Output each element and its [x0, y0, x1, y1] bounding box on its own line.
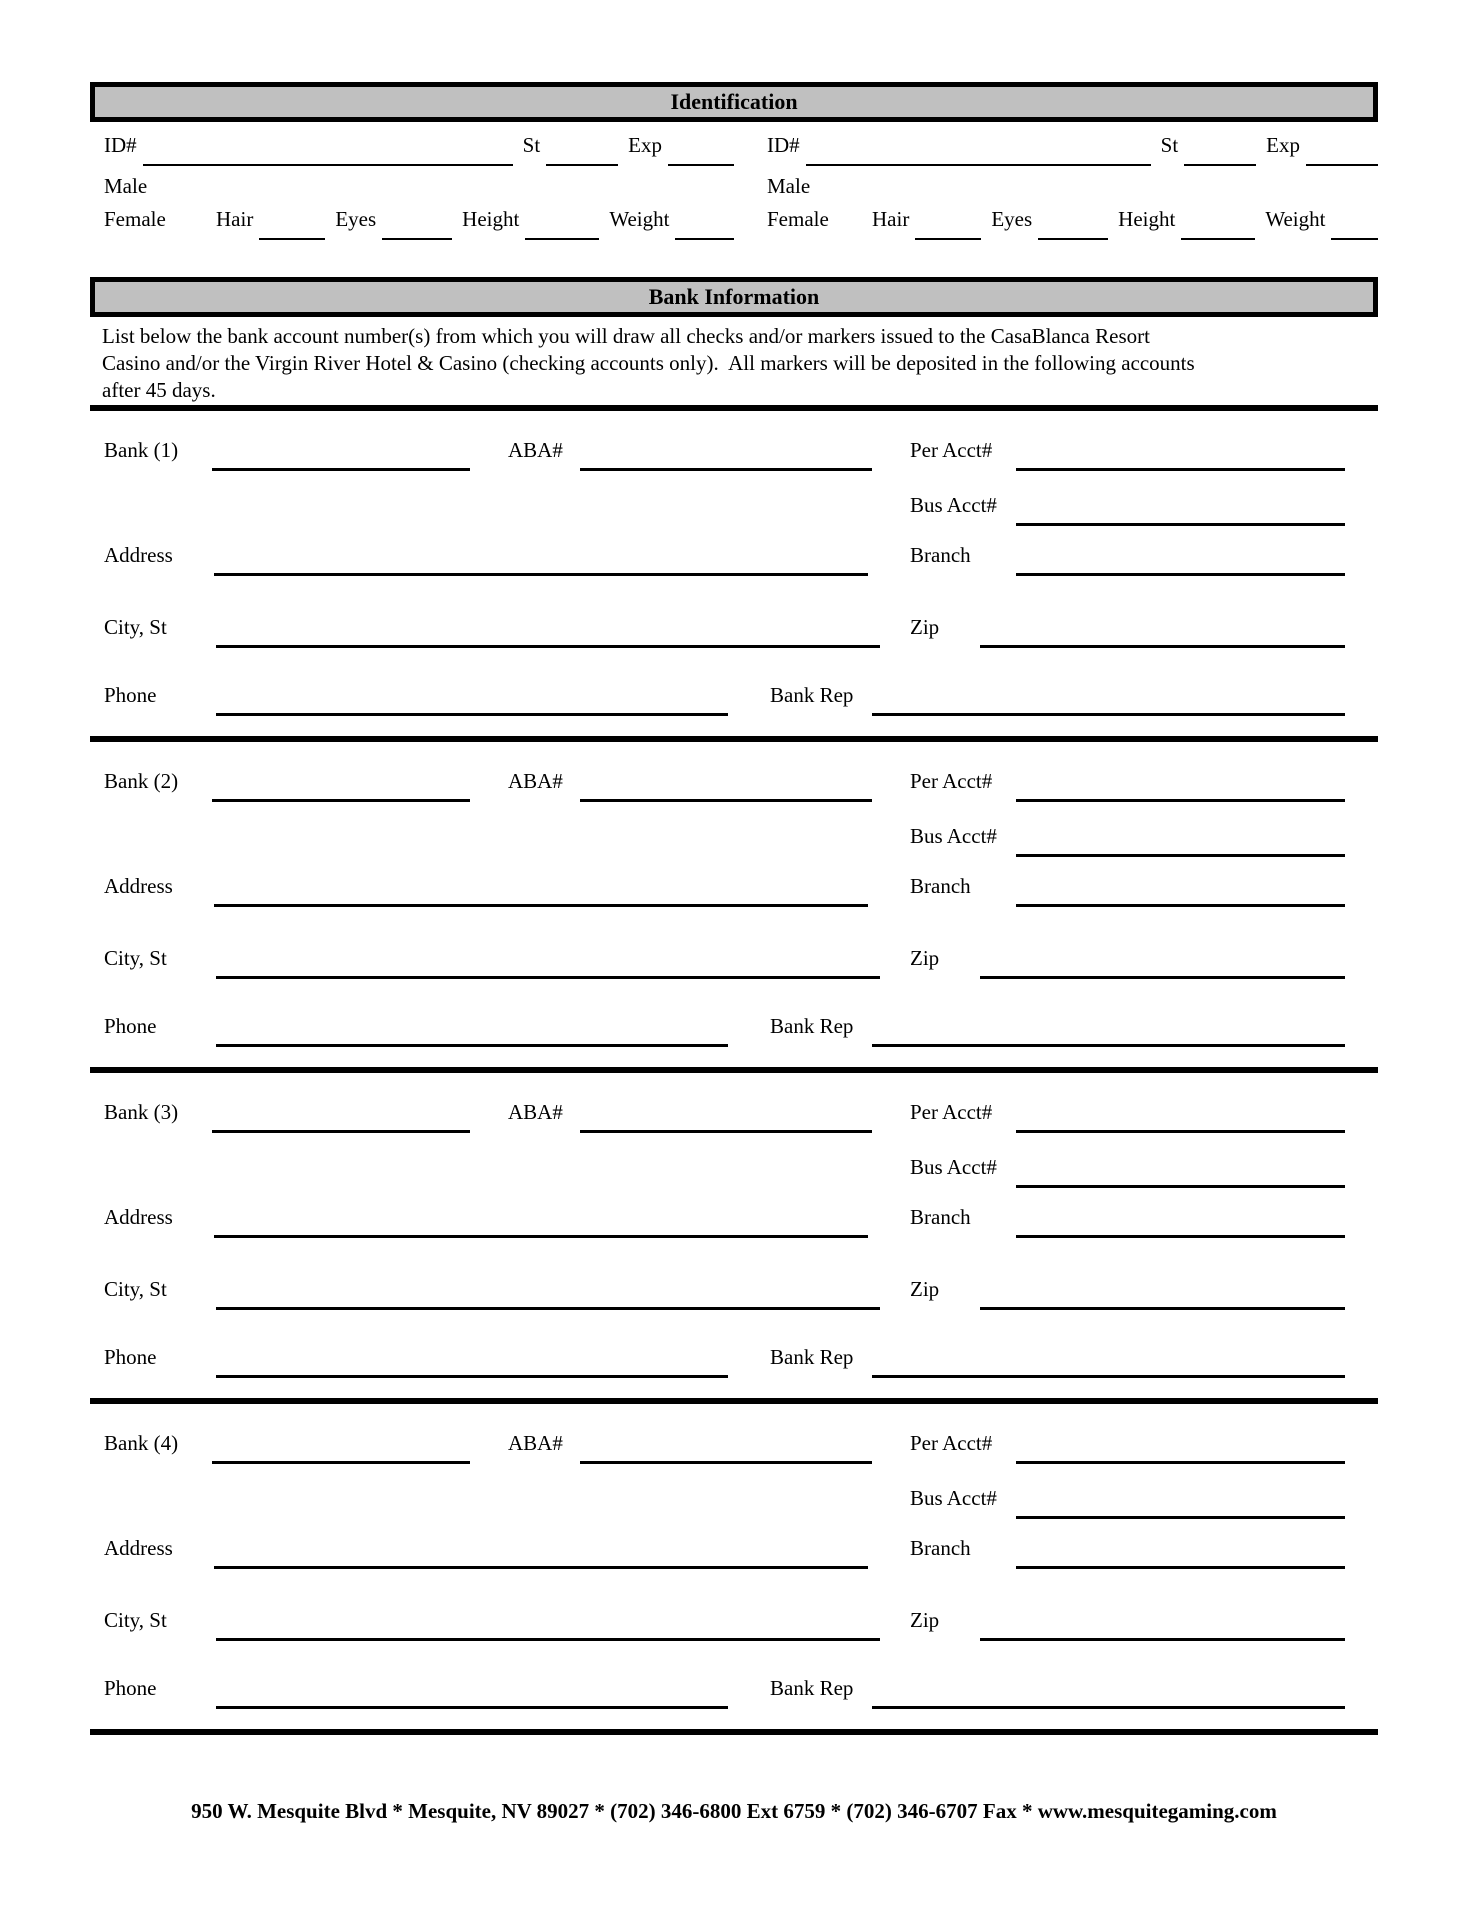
bus-acct-label: Bus Acct# [910, 493, 997, 517]
bus-acct-line[interactable] [1016, 523, 1345, 526]
eyes-label: Eyes [335, 207, 377, 231]
phone-line[interactable] [216, 1375, 728, 1378]
phone-label: Phone [104, 683, 157, 707]
eyes-line[interactable] [1038, 238, 1108, 240]
address-line[interactable] [214, 1566, 868, 1569]
bus-acct-line[interactable] [1016, 1185, 1345, 1188]
zip-line[interactable] [980, 645, 1345, 648]
phone-label: Phone [104, 1676, 157, 1700]
bank-name-line[interactable] [212, 468, 470, 471]
exp-line[interactable] [1306, 164, 1378, 166]
eyes-line[interactable] [382, 238, 452, 240]
identification-header: Identification [90, 82, 1378, 122]
per-acct-label: Per Acct# [910, 438, 993, 462]
per-acct-label: Per Acct# [910, 769, 993, 793]
identification-right-column [734, 133, 1378, 166]
state-line[interactable] [546, 164, 618, 166]
bank-name-row [90, 1430, 1345, 1464]
bank-name-label: Bank (3) [104, 1100, 179, 1124]
per-acct-line[interactable] [1016, 468, 1345, 471]
zip-label: Zip [910, 1608, 940, 1632]
male-label: Male [767, 174, 811, 198]
exp-label: Exp [1266, 133, 1300, 157]
address-line[interactable] [214, 573, 868, 576]
phone-row [90, 1675, 1345, 1709]
aba-label: ABA# [508, 1100, 563, 1124]
bank-sections [90, 437, 1378, 1735]
branch-line[interactable] [1016, 573, 1345, 576]
id-number-line[interactable] [806, 164, 1151, 166]
zip-line[interactable] [980, 976, 1345, 979]
phone-line[interactable] [216, 1706, 728, 1709]
bank-rep-label: Bank Rep [770, 1676, 854, 1700]
per-acct-line[interactable] [1016, 1130, 1345, 1133]
bank-name-row [90, 437, 1345, 471]
branch-line[interactable] [1016, 1566, 1345, 1569]
weight-line[interactable] [675, 238, 734, 240]
aba-line[interactable] [580, 468, 872, 471]
bank-information-instructions [90, 323, 1378, 404]
eyes-label: Eyes [991, 207, 1033, 231]
female-row [90, 206, 1378, 240]
branch-label: Branch [910, 543, 971, 567]
hair-label: Hair [872, 207, 910, 231]
city-st-label: City, St [104, 1277, 167, 1301]
hair-line[interactable] [259, 238, 325, 240]
female-label: Female [104, 207, 166, 231]
bank-rep-line[interactable] [872, 713, 1345, 716]
per-acct-line[interactable] [1016, 1461, 1345, 1464]
bus-acct-label: Bus Acct# [910, 1486, 997, 1510]
section-separator [90, 1067, 1378, 1073]
address-row [90, 1204, 1345, 1238]
bank-information-section [90, 277, 1378, 1735]
exp-line[interactable] [668, 164, 734, 166]
bus-acct-row [90, 492, 1345, 526]
aba-label: ABA# [508, 438, 563, 462]
section-separator [90, 736, 1378, 742]
bank-rep-line[interactable] [872, 1375, 1345, 1378]
bus-acct-line[interactable] [1016, 854, 1345, 857]
branch-label: Branch [910, 1536, 971, 1560]
city-st-line[interactable] [216, 976, 880, 979]
footer-text: 950 W. Mesquite Blvd * Mesquite, NV 89027 * (702) 346-6800 Ext 6759 * (702) 346-6707 Fax * www.mesquitegaming.com [191, 1799, 1277, 1823]
aba-label: ABA# [508, 1431, 563, 1455]
aba-line[interactable] [580, 1461, 872, 1464]
aba-label: ABA# [508, 769, 563, 793]
address-label: Address [104, 874, 173, 898]
zip-label: Zip [910, 615, 940, 639]
bank-rep-line[interactable] [872, 1706, 1345, 1709]
address-row [90, 1535, 1345, 1569]
per-acct-label: Per Acct# [910, 1100, 993, 1124]
instructions-rule [90, 405, 1378, 411]
city-st-line[interactable] [216, 645, 880, 648]
bus-acct-label: Bus Acct# [910, 1155, 997, 1179]
identification-right-column [734, 207, 1378, 240]
state-line[interactable] [1184, 164, 1256, 166]
per-acct-line[interactable] [1016, 799, 1345, 802]
zip-label: Zip [910, 1277, 940, 1301]
bank-name-label: Bank (2) [104, 769, 179, 793]
address-row [90, 542, 1345, 576]
weight-label: Weight [609, 207, 670, 231]
male-label: Male [104, 174, 148, 198]
zip-label: Zip [910, 946, 940, 970]
city-st-label: City, St [104, 946, 167, 970]
instructions-line: Casino and/or the Virgin River Hotel & Casino (checking accounts only). All markers will be deposited in the following accounts [102, 351, 1195, 375]
aba-line[interactable] [580, 1130, 872, 1133]
hair-label: Hair [216, 207, 254, 231]
section-separator [90, 1729, 1378, 1735]
bank-section [90, 437, 1378, 742]
bank-name-line[interactable] [212, 1130, 470, 1133]
bank-name-row [90, 1099, 1345, 1133]
state-label: St [522, 133, 541, 157]
bank-rep-label: Bank Rep [770, 1345, 854, 1369]
city-st-line[interactable] [216, 1307, 880, 1310]
branch-label: Branch [910, 874, 971, 898]
bus-acct-line[interactable] [1016, 1516, 1345, 1519]
city-st-label: City, St [104, 615, 167, 639]
bank-name-row [90, 768, 1345, 802]
identification-left-column [90, 207, 734, 240]
height-label: Height [462, 207, 520, 231]
bus-acct-row [90, 1485, 1345, 1519]
zip-line[interactable] [980, 1638, 1345, 1641]
female-label: Female [767, 207, 829, 231]
instructions-line: List below the bank account number(s) from which you will draw all checks and/or markers issued to the CasaBlanca Resort [102, 324, 1150, 348]
state-label: St [1160, 133, 1179, 157]
branch-line[interactable] [1016, 1235, 1345, 1238]
address-label: Address [104, 1205, 173, 1229]
bank-information-header: Bank Information [90, 277, 1378, 317]
phone-row [90, 1344, 1345, 1378]
section-separator [90, 1398, 1378, 1404]
id-number-label: ID# [767, 133, 800, 157]
identification-section [90, 82, 1378, 240]
address-line[interactable] [214, 904, 868, 907]
branch-label: Branch [910, 1205, 971, 1229]
height-line[interactable] [1181, 238, 1255, 240]
per-acct-label: Per Acct# [910, 1431, 993, 1455]
id-number-label: ID# [104, 133, 137, 157]
phone-line[interactable] [216, 713, 728, 716]
bank-rep-label: Bank Rep [770, 683, 854, 707]
bank-rep-label: Bank Rep [770, 1014, 854, 1038]
bank-section [90, 768, 1378, 1073]
weight-label: Weight [1265, 207, 1326, 231]
aba-line[interactable] [580, 799, 872, 802]
instructions-line: after 45 days. [102, 378, 216, 402]
height-line[interactable] [525, 238, 599, 240]
id-row [90, 132, 1378, 166]
bus-acct-label: Bus Acct# [910, 824, 997, 848]
city-st-label: City, St [104, 1608, 167, 1632]
address-label: Address [104, 543, 173, 567]
address-line[interactable] [214, 1235, 868, 1238]
id-number-line[interactable] [143, 164, 513, 166]
bank-name-label: Bank (1) [104, 438, 179, 462]
address-row [90, 873, 1345, 907]
height-label: Height [1118, 207, 1176, 231]
bus-acct-row [90, 1154, 1345, 1188]
address-label: Address [104, 1536, 173, 1560]
male-row [90, 174, 1378, 200]
phone-line[interactable] [216, 1044, 728, 1047]
bank-name-line[interactable] [212, 1461, 470, 1464]
city-st-line[interactable] [216, 1638, 880, 1641]
bank-section [90, 1430, 1378, 1735]
weight-line[interactable] [1331, 238, 1378, 240]
zip-line[interactable] [980, 1307, 1345, 1310]
city-row [90, 1607, 1345, 1641]
phone-label: Phone [104, 1014, 157, 1038]
bus-acct-row [90, 823, 1345, 857]
exp-label: Exp [628, 133, 662, 157]
bank-name-line[interactable] [212, 799, 470, 802]
hair-line[interactable] [915, 238, 981, 240]
city-row [90, 1276, 1345, 1310]
phone-row [90, 682, 1345, 716]
city-row [90, 945, 1345, 979]
bank-rep-line[interactable] [872, 1044, 1345, 1047]
bank-section [90, 1099, 1378, 1404]
city-row [90, 614, 1345, 648]
bank-name-label: Bank (4) [104, 1431, 179, 1455]
branch-line[interactable] [1016, 904, 1345, 907]
phone-row [90, 1013, 1345, 1047]
phone-label: Phone [104, 1345, 157, 1369]
identification-left-column [90, 133, 734, 166]
